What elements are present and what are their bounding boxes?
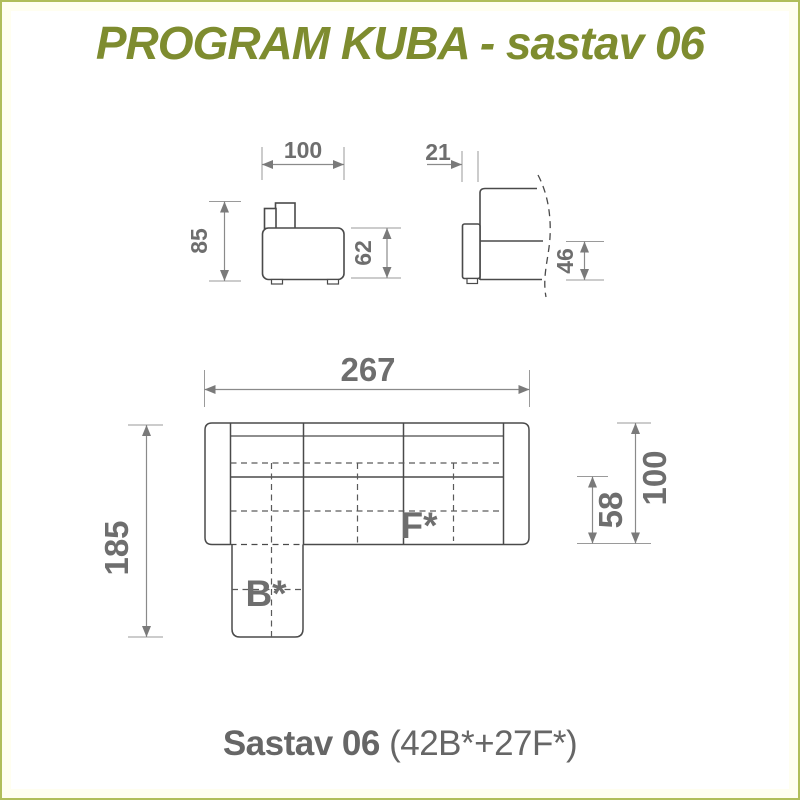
dim-armrest-height bbox=[552, 242, 604, 281]
plan-section-dividers bbox=[304, 423, 404, 545]
sofa-body-side-shape bbox=[263, 228, 345, 280]
side-view-drawing bbox=[263, 203, 345, 284]
dim-seat-depth bbox=[577, 477, 629, 544]
backrest-inner-shape bbox=[265, 209, 277, 229]
plan-right-armrest-shape bbox=[504, 423, 530, 545]
break-line-curve bbox=[538, 175, 550, 297]
plan-left-armrest-shape bbox=[205, 423, 231, 545]
dim-value-seat-height: 62 bbox=[350, 240, 376, 266]
composition-formula: (42B*+27F*) bbox=[379, 724, 578, 763]
armrest-foot bbox=[467, 279, 478, 284]
label-seat-module: F* bbox=[400, 505, 438, 546]
dim-value-total-depth: 185 bbox=[98, 520, 135, 576]
dim-side-height bbox=[186, 202, 241, 282]
dim-value-armrest-height: 46 bbox=[552, 248, 578, 274]
label-chaise-module: B* bbox=[245, 573, 287, 614]
dim-side-width bbox=[262, 137, 344, 180]
backrest-cushion-shape bbox=[276, 203, 296, 229]
armrest-panel-shape bbox=[463, 224, 481, 279]
dim-value-side-width: 100 bbox=[283, 137, 323, 163]
dim-armrest-width bbox=[425, 139, 478, 182]
dim-total-width bbox=[205, 351, 530, 407]
dim-value-armrest-width: 21 bbox=[425, 139, 451, 165]
armrest-view-drawing bbox=[463, 175, 551, 297]
armrest-body-top-shape bbox=[480, 189, 537, 281]
dim-value-total-width: 267 bbox=[340, 351, 396, 388]
composition-name: Sastav 06 bbox=[222, 724, 380, 763]
sofa-foot-left bbox=[272, 280, 283, 285]
dim-seat-height bbox=[350, 228, 401, 278]
dim-value-side-height: 85 bbox=[186, 228, 212, 254]
sofa-foot-right bbox=[328, 280, 339, 285]
composition-caption bbox=[0, 724, 800, 764]
dim-value-body-depth: 100 bbox=[636, 450, 673, 506]
page-title: PROGRAM KUBA - sastav 06 bbox=[95, 17, 705, 69]
dim-value-seat-depth: 58 bbox=[592, 491, 629, 529]
dim-total-depth bbox=[98, 425, 163, 637]
